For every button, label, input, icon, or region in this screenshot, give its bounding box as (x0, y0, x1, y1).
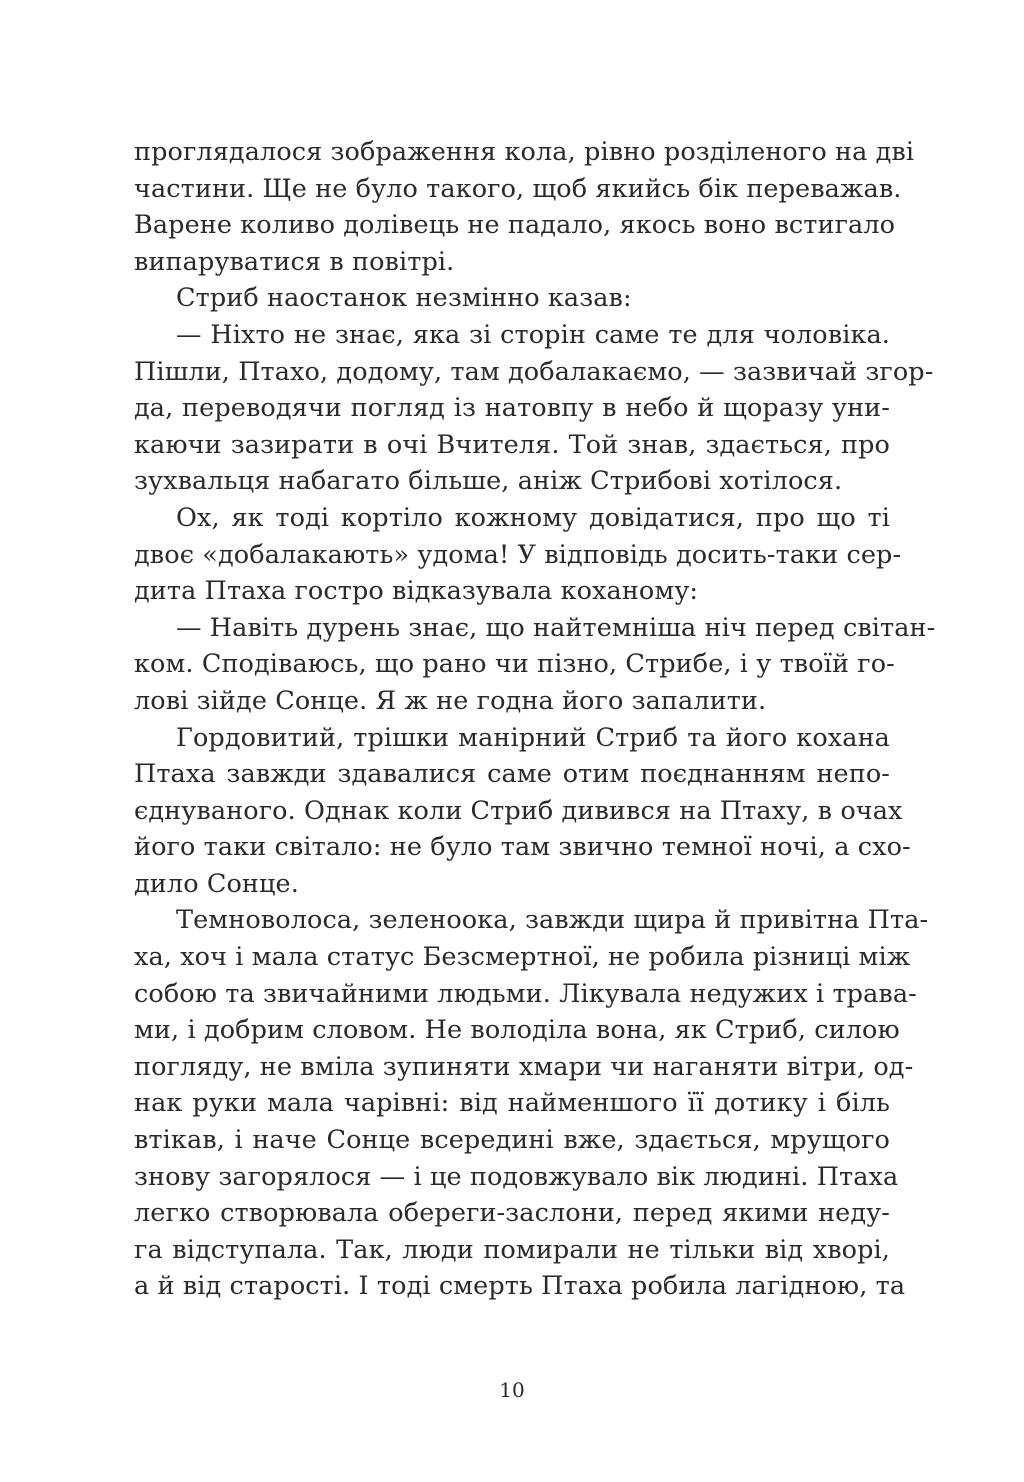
text-line: Птаха завжди здавалися саме отим поєднанням непо- (134, 759, 890, 790)
text-line: зухвальця набагато більше, аніж Стрибові хотілося. (134, 466, 843, 497)
text-line: Пішли, Птахо, додому, там добалакаємо, — зазвичай згор- (134, 356, 934, 387)
text-line: ми, і добрим словом. Не володіла вона, як Стриб, силою (134, 1015, 900, 1046)
text-line: Гордовитий, трішки манірний Стриб та його кохана (176, 722, 890, 753)
text-line: погляду, не вміла зупиняти хмари чи наганяти вітри, од- (134, 1051, 914, 1082)
text-line: — Ніхто не знає, яка зі сторін саме те для чоловіка. (176, 319, 890, 350)
text-line: дило Сонце. (134, 868, 299, 899)
text-line: двоє «добалакають» удома! У відповідь досить-таки сер- (134, 539, 902, 570)
text-line: втікав, і наче Сонце всередині вже, здається, мрущого (134, 1125, 890, 1156)
text-line: Темноволоса, зеленоока, завжди щира й привітна Пта- (176, 905, 929, 936)
text-line: — Навіть дурень знає, що найтемніша ніч перед світан- (176, 612, 936, 643)
text-line: нак руки мала чарівні: від найменшого її дотику і біль (134, 1088, 890, 1119)
text-line: га відступала. Так, люди помирали не тільки від хворі, (134, 1234, 890, 1265)
text-line: Стриб наостанок незмінно казав: (176, 283, 632, 314)
text-line: Ох, як тоді кортіло кожному довідатися, про що ті (176, 502, 890, 533)
text-line: знову загорялося — і це подовжувало вік людині. Птаха (134, 1161, 899, 1192)
text-line: Варене коливо долівець не падало, якось воно встигало (134, 210, 896, 241)
text-line: випаруватися в повітрі. (134, 246, 455, 277)
text-line: да, переводячи погляд із натовпу в небо й щоразу уни- (134, 393, 890, 424)
text-line: собою та звичайними людьми. Лікувала недужих і трава- (134, 978, 917, 1009)
text-line: ха, хоч і мала статус Безсмертної, не робила різниці між (134, 942, 911, 973)
text-line: лові зійде Сонце. Я ж не годна його запалити. (134, 685, 767, 716)
text-line: дита Птаха гостро відказувала коханому: (134, 576, 699, 607)
page-number: 10 (499, 1378, 525, 1402)
text-line: а й від старості. І тоді смерть Птаха робила лагідною, та (134, 1271, 906, 1302)
text-line: ком. Сподіваюсь, що рано чи пізно, Стрибе, і у твоїй го- (134, 649, 895, 680)
text-line: єднуваного. Однак коли Стриб дивився на Птаху, в очах (134, 795, 903, 826)
text-line: легко створювала обереги-заслони, перед якими неду- (134, 1198, 890, 1229)
body-text (134, 134, 936, 1305)
text-line: частини. Ще не було такого, щоб якийсь бік переважав. (134, 173, 902, 204)
text-line: каючи зазирати в очі Вчителя. Той знав, здається, про (134, 429, 890, 460)
text-line: проглядалося зображення кола, рівно розділеного на дві (134, 137, 915, 167)
text-line: його таки світало: не було там звично темної ночі, а схо- (134, 832, 911, 863)
